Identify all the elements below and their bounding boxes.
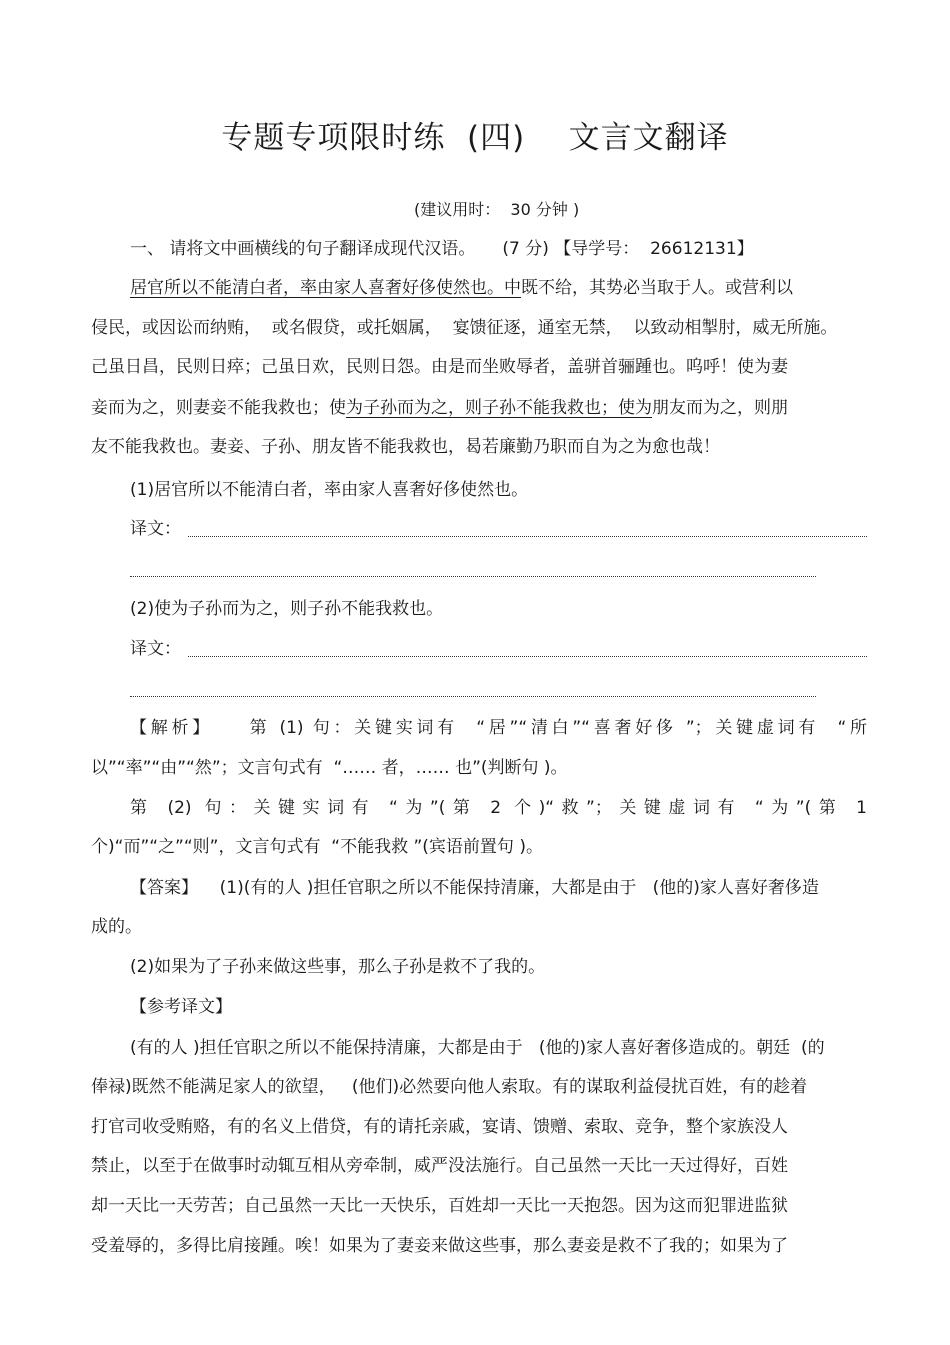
reference-heading: 【参考译文】 <box>130 997 232 1017</box>
reference-line-4: 禁止，以至于在做事时动辄互相从旁牵制，威严没法施行。自己虽然一天比一天过得好，百姓 <box>91 1156 788 1176</box>
item-2-sentence: (2)使为子孙而为之，则子孙不能我救也。 <box>130 599 444 619</box>
underlined-sentence-1: 居官所以不能清白者，率由家人喜奢好侈使然也。中 <box>130 278 521 298</box>
item-2-answer-line-2[interactable] <box>130 696 816 697</box>
reference-line-2: 俸禄)既然不能满足家人的欲望， (他们)必然要向他人索取。有的谋取利益侵扰百姓，有的趁着 <box>91 1077 808 1097</box>
analysis-line-4: 个)“而”“之”“则”，文言句式有 “不能我救 ”(宾语前置句 )。 <box>91 837 543 857</box>
reference-line-5: 却一天比一天劳苦；自己虽然一天比一天快乐，百姓却一天比一天抱怨。因为这而犯罪进监狱 <box>91 1196 788 1216</box>
analysis-line-1: 【解析】 第 (1) 句：关键实词有 “居”“清白”“喜奢好侈 ”；关键虚词有 “所 <box>130 718 867 738</box>
item-1-answer-line-2[interactable] <box>130 576 816 577</box>
answer-line-3: (2)如果为了子孙来做这些事，那么子孙是救不了我的。 <box>130 957 546 977</box>
underlined-sentence-2: 为子孙而为之，则子孙不能我救也；使为 <box>346 398 652 418</box>
passage-text: 朋友而为之，则朋 <box>652 398 788 418</box>
passage-text: 既不给，其势必当取于人。或营利以 <box>521 278 793 298</box>
passage-line-2: 侵民，或因讼而纳贿， 或名假贷，或托姻属， 宴馈征逐，通室无禁， 以致动相掣肘，威无所施。 <box>91 318 838 338</box>
item-2-answer-line-1[interactable] <box>188 656 867 657</box>
passage-line-5: 友不能我救也。妻妾、子孙、朋友皆不能我救也，曷若廉勤乃职而自为之为愈也哉！ <box>91 437 720 457</box>
reference-line-3: 打官司收受贿赂，有的名义上借贷，有的请托亲戚，宴请、馈赠、索取、竞争，整个家族没人 <box>91 1117 788 1137</box>
analysis-line-2: 以”“率”“由”“然”；文言句式有 “…… 者，…… 也”(判断句 )。 <box>91 758 568 778</box>
item-1-sentence: (1)居官所以不能清白者，率由家人喜奢好侈使然也。 <box>130 480 529 500</box>
item-1-answer-line-1[interactable] <box>188 536 867 537</box>
passage-line-3: 己虽日昌，民则日瘁；己虽日欢，民则日怨。由是而坐败辱者，盖骈首骊踵也。呜呼！使为妻 <box>91 357 788 377</box>
item-2-translation-label: 译文： <box>130 639 181 659</box>
question-instruction: 一、 请将文中画横线的句子翻译成现代汉语。 (7 分) 【导学号： 26612131】 <box>130 239 754 259</box>
analysis-line-3: 第 (2) 句：关键实词有 “为”(第 2 个)“救”；关键虚词有 “为”(第 1 <box>130 798 867 818</box>
item-1-translation-label: 译文： <box>130 519 181 539</box>
reference-line-6: 受羞辱的，多得比肩接踵。唉！如果为了妻妾来做这些事，那么妻妾是救不了我的；如果为了 <box>91 1236 788 1256</box>
answer-line-1: 【答案】 (1)(有的人 )担任官职之所以不能保持清廉，大都是由于 (他的)家人喜好奢侈造 <box>130 878 819 898</box>
reference-line-1: (有的人 )担任官职之所以不能保持清廉，大都是由于 (他的)家人喜好奢侈造成的。朝廷 (的 <box>130 1038 825 1058</box>
page-title: 专题专项限时练 (四) 文言文翻译 <box>221 120 729 156</box>
answer-line-2: 成的。 <box>91 917 142 937</box>
suggested-time: (建议用时： 30 分钟 ) <box>414 200 580 219</box>
passage-line-1 <box>130 276 793 300</box>
passage-text: 妾而为之，则妻妾不能我救也；使 <box>91 398 346 418</box>
passage-line-4 <box>91 396 788 420</box>
